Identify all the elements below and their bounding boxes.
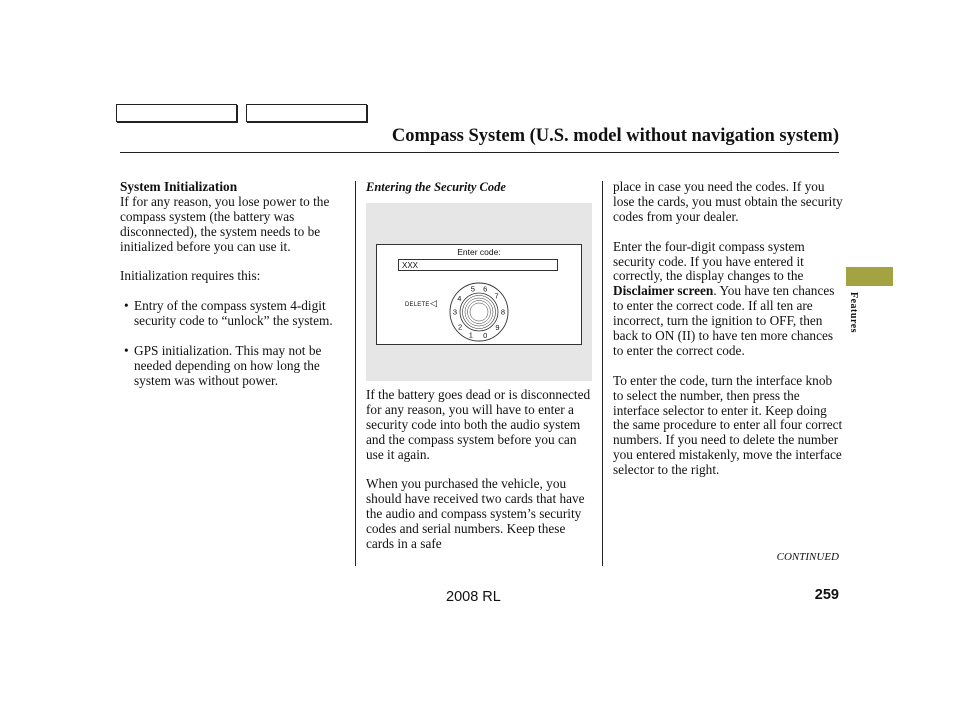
paragraph: Enter the four-digit compass system security code. If you have entered it correctly, the display changes to the Disclaimer screen. You have ten chances to enter the correct code. If all ten are incorrect, turn the ignition to OFF, then back to ON (II) to have ten more chances to enter the correct code. (613, 238, 835, 358)
dial-digit: 6 (483, 284, 488, 294)
dial-digit: 5 (470, 284, 475, 294)
paragraph: When you purchased the vehicle, you should have received two cards that have the audio and compass system’s security codes and serial numbers. Keep these cards in a safe (366, 476, 585, 552)
column-2-text (366, 388, 596, 552)
dial-digit: 8 (500, 307, 506, 317)
security-code-figure (366, 203, 592, 381)
dial-digit: 1 (468, 330, 473, 340)
dial-digit: 2 (458, 322, 463, 332)
column-divider (602, 181, 603, 566)
paragraph: If for any reason, you lose power to the compass system (the battery was disconnected), the system needs to be initialized before you can use it. (120, 193, 330, 254)
figure-caption: Entering the Security Code (366, 180, 506, 194)
bullet-icon: • (124, 298, 129, 314)
dial-digit: 4 (457, 293, 462, 303)
dial-digit: 3 (452, 307, 458, 317)
section-heading: System Initialization (120, 179, 238, 194)
dial-digit: 7 (494, 291, 499, 301)
display-screen (376, 244, 582, 345)
paragraph: Initialization requires this: (120, 268, 261, 284)
delete-arrow-icon: ◁ (430, 299, 437, 309)
nav-box-right[interactable] (246, 104, 367, 122)
bullet-icon: • (124, 342, 129, 358)
page-title: Compass System (U.S. model without navigation system) (391, 126, 839, 146)
dial-digit: 9 (495, 323, 500, 333)
nav-box-left[interactable] (116, 104, 237, 122)
paragraph: If the battery goes dead or is disconnected for any reason, you will have to enter a security code into both the audio system and the compass system before you can use it again. (366, 387, 591, 462)
footer-model: 2008 RL (446, 589, 501, 605)
list-item (120, 344, 350, 389)
delete-label: DELETE (405, 302, 430, 308)
page-number: 259 (814, 587, 839, 603)
paragraph: place in case you need the codes. If you lose the cards, you must obtain the security codes from your dealer. (613, 179, 843, 224)
list-item-text: Entry of the compass system 4-digit security code to “unlock” the system. (134, 298, 333, 329)
list-item (120, 299, 350, 329)
column-1 (120, 180, 350, 389)
paragraph: To enter the code, turn the interface knob to select the number, then press the interface selector to enter it. Keep doing the same procedure to enter all four correct numbers. If you need to delete the number you entered mistakenly, move the interface selector to the right. (613, 372, 843, 478)
list-item-text: GPS initialization. This may not be needed depending on how long the system was without power. (134, 342, 322, 388)
dial-digit: 0 (483, 330, 488, 340)
section-tab[interactable] (846, 267, 893, 286)
column-3 (613, 180, 843, 478)
section-tab-label: Features (848, 292, 859, 334)
dial-knob-icon (447, 280, 511, 344)
code-field: XXX (398, 259, 558, 271)
disclaimer-screen-term: Disclaimer screen (613, 283, 714, 299)
continued-label: CONTINUED (776, 551, 839, 563)
enter-code-label: Enter code: (457, 247, 501, 257)
column-divider (355, 181, 356, 566)
title-rule (120, 152, 839, 153)
